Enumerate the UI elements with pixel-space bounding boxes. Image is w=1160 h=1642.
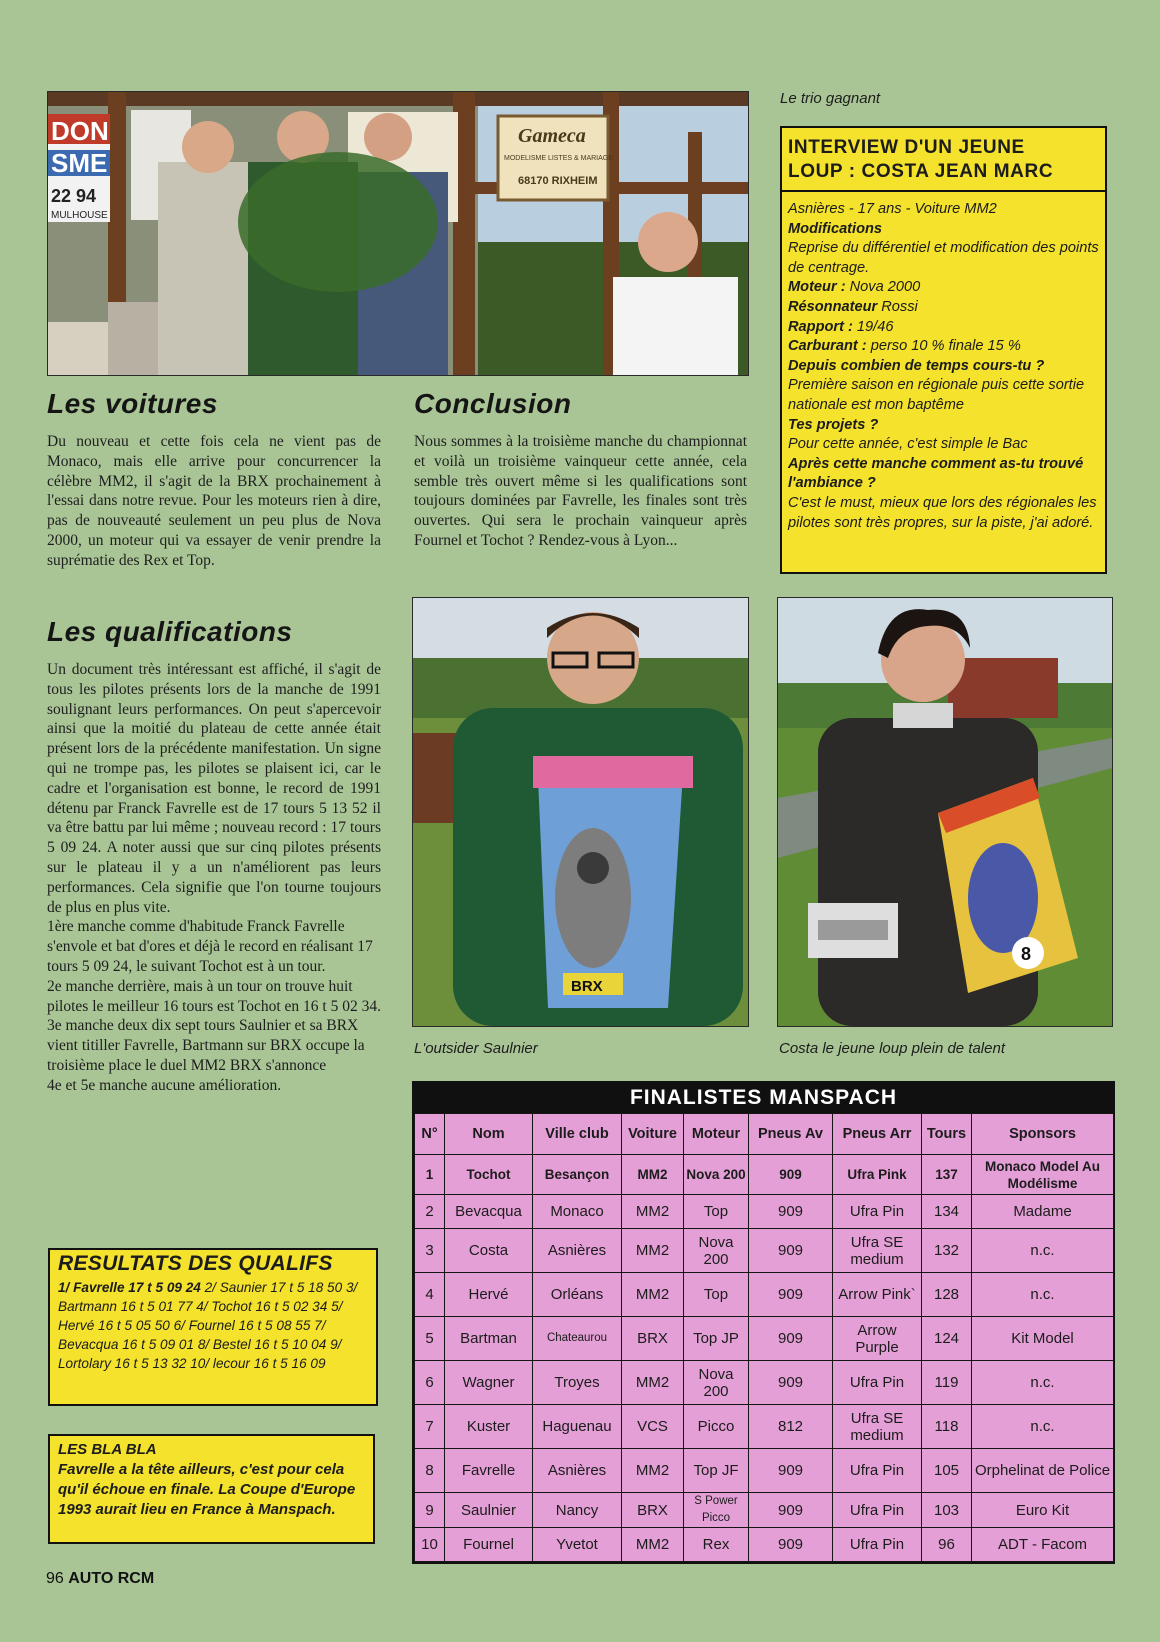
table-cell: 2 xyxy=(415,1195,445,1229)
table-cell: 909 xyxy=(749,1493,833,1528)
sign-left-line2: SME xyxy=(51,148,108,178)
table-cell: 909 xyxy=(749,1273,833,1317)
table-cell: 909 xyxy=(749,1229,833,1273)
interview-a-resonnateur: Rossi xyxy=(877,298,918,315)
table-cell: Asnières xyxy=(533,1449,622,1493)
qualifications-paragraph: 2e manche derrière, mais à un tour on trouve huit pilotes le meilleur 16 tours est Tochot en 16 t 5 02 34. xyxy=(47,977,381,1015)
table-cell: Asnières xyxy=(533,1229,622,1273)
qualifications-paragraph: 4e et 5e manche aucune amélioration. xyxy=(47,1076,282,1094)
table-cell: MM2 xyxy=(622,1273,684,1317)
saulnier-caption: L'outsider Saulnier xyxy=(414,1040,538,1057)
finalists-header-row xyxy=(415,1114,1114,1155)
table-cell: n.c. xyxy=(972,1273,1114,1317)
table-cell: 1 xyxy=(415,1155,445,1195)
voitures-heading: Les voitures xyxy=(47,388,218,419)
table-cell: 119 xyxy=(922,1361,972,1405)
conclusion-heading: Conclusion xyxy=(414,388,572,419)
interview-a-projets: Pour cette année, c'est simple le Bac xyxy=(788,436,1028,453)
table-cell: Madame xyxy=(972,1195,1114,1229)
qualifications-paragraph: 3e manche deux dix sept tours Saulnier et sa BRX vient titiller Favrelle, Bartmann sur BRX occupe la troisième place le duel MM2 BRX s'annonce xyxy=(47,1017,365,1074)
trio-photo xyxy=(47,91,749,376)
bla-bla-text: Favrelle a la tête ailleurs, c'est pour cela qu'il échoue en finale. La Coupe d'Europe 1993 aurait lieu en France à Manspach. xyxy=(58,1461,356,1518)
bla-bla-box xyxy=(48,1434,375,1544)
saulnier-photo xyxy=(412,597,749,1027)
table-cell: 8 xyxy=(415,1449,445,1493)
interview-a-carburant: perso 10 % finale 15 % xyxy=(866,338,1021,355)
interview-q-depuis: Depuis combien de temps cours-tu ? xyxy=(788,357,1045,374)
table-cell: Favrelle xyxy=(445,1449,533,1493)
finalists-table xyxy=(412,1081,1115,1564)
resultats-qualifs-first: 1/ Favrelle 17 t 5 09 24 xyxy=(58,1280,201,1295)
page-number: 96 xyxy=(46,1570,64,1587)
table-cell: MM2 xyxy=(622,1155,684,1195)
table-cell: 137 xyxy=(922,1155,972,1195)
bla-bla-title: LES BLA BLA xyxy=(58,1441,157,1458)
table-row xyxy=(415,1195,1114,1229)
table-cell: MM2 xyxy=(622,1449,684,1493)
interview-a-modifications: Reprise du différentiel et modification des points de centrage. xyxy=(788,240,1099,276)
table-cell: Nancy xyxy=(533,1493,622,1528)
table-cell: 134 xyxy=(922,1195,972,1229)
table-cell: MM2 xyxy=(622,1229,684,1273)
table-cell: VCS xyxy=(622,1405,684,1449)
table-cell: Haguenau xyxy=(533,1405,622,1449)
column-header: Ville club xyxy=(533,1114,622,1155)
table-cell: Orphelinat de Police xyxy=(972,1449,1114,1493)
table-cell: Costa xyxy=(445,1229,533,1273)
column-header: Tours xyxy=(922,1114,972,1155)
table-cell: 909 xyxy=(749,1449,833,1493)
interview-a-ambiance: C'est le must, mieux que lors des régionales les pilotes sont très propres, sur la piste, j'ai adoré. xyxy=(788,494,1097,531)
table-row xyxy=(415,1405,1114,1449)
interview-q-resonnateur: Résonnateur xyxy=(788,298,878,315)
table-cell: Ufra Pin xyxy=(833,1528,922,1562)
qualifications-heading: Les qualifications xyxy=(47,616,293,647)
table-cell: MM2 xyxy=(622,1195,684,1229)
table-cell: Yvetot xyxy=(533,1528,622,1562)
table-cell: n.c. xyxy=(972,1405,1114,1449)
sign-left-line1: DON xyxy=(51,116,109,146)
table-cell: Ufra Pin xyxy=(833,1449,922,1493)
table-row xyxy=(415,1493,1114,1528)
interview-q-modifications: Modifications xyxy=(788,220,883,237)
table-cell: Kuster xyxy=(445,1405,533,1449)
table-cell: Ufra Pin xyxy=(833,1195,922,1229)
table-cell: Kit Model xyxy=(972,1317,1114,1361)
table-cell: Rex xyxy=(684,1528,749,1562)
banner-subtitle: MODELISME LISTES & MARIAGE xyxy=(504,155,613,162)
table-row xyxy=(415,1449,1114,1493)
column-header: N° xyxy=(415,1114,445,1155)
interview-q-moteur: Moteur : xyxy=(788,279,846,296)
conclusion-text: Nous sommes à la troisième manche du championnat et voilà un troisième vainqueur cette année, cela semble très ouvert même si les qualifications sont toujours dominées par Favrelle, les finales sont très ouvertes. Qui sera le prochain vainqueur après Fournel et Tochot ? Rendez-vous à Lyon... xyxy=(414,433,747,549)
interview-q-carburant: Carburant : xyxy=(788,338,867,355)
table-cell: Saulnier xyxy=(445,1493,533,1528)
table-row xyxy=(415,1361,1114,1405)
table-cell: Euro Kit xyxy=(972,1493,1114,1528)
table-row xyxy=(415,1317,1114,1361)
table-cell: 96 xyxy=(922,1528,972,1562)
column-header: Pneus Av xyxy=(749,1114,833,1155)
table-cell: 812 xyxy=(749,1405,833,1449)
table-row xyxy=(415,1528,1114,1562)
table-cell: Picco xyxy=(684,1405,749,1449)
saulnier-car-brand: BRX xyxy=(571,978,603,995)
table-cell: Top JP xyxy=(684,1317,749,1361)
sign-left-line3: 22 94 xyxy=(51,186,97,206)
table-cell: Wagner xyxy=(445,1361,533,1405)
table-cell: 105 xyxy=(922,1449,972,1493)
table-cell: 4 xyxy=(415,1273,445,1317)
table-cell: Ufra SE medium xyxy=(833,1405,922,1449)
table-cell: S Power Picco xyxy=(684,1493,749,1528)
costa-caption: Costa le jeune loup plein de talent xyxy=(779,1040,1005,1057)
qualifications-paragraph: Un document très intéressant est affiché, il s'agit de tous les pilotes présents lors de la manche de 1991 soulignant leurs performances. On peut s'apercevoir ainsi que la moitié du plateau de cette année était présent lors de la précédente manifestation. Un signe qui ne trompe pas, les pilotes se plaisent ici, car le cadre et l'organisation est bonne, le record de 1991 détenu par Franck Favrelle est de 17 tours 5 13 52 il va être battu par lui même ; nouveau record : 17 tours 5 09 24. A noter aussi que sur cinq pilotes présents sur le plateau il y a un n'améliorent pas leurs performances. Cela signifie que l'on tourne toujours de plus en plus vite. xyxy=(47,661,381,916)
interview-title-line2: LOUP : COSTA JEAN MARC xyxy=(788,161,1054,182)
table-cell: Top JF xyxy=(684,1449,749,1493)
costa-car-plate: 8 xyxy=(1021,944,1032,964)
resultats-qualifs-text xyxy=(50,1276,376,1373)
interview-a-rapport: 19/46 xyxy=(852,318,894,335)
table-cell: BRX xyxy=(622,1317,684,1361)
qualifications-text xyxy=(47,660,381,1096)
table-row xyxy=(415,1273,1114,1317)
banner-town: 68170 RIXHEIM xyxy=(518,175,598,187)
table-cell: 909 xyxy=(749,1361,833,1405)
column-header: Nom xyxy=(445,1114,533,1155)
table-cell: Besançon xyxy=(533,1155,622,1195)
table-cell: Top xyxy=(684,1195,749,1229)
table-cell: n.c. xyxy=(972,1229,1114,1273)
table-cell: Tochot xyxy=(445,1155,533,1195)
interview-q-projets: Tes projets ? xyxy=(788,416,879,433)
table-cell: Chateaurou xyxy=(533,1317,622,1361)
interview-intro: Asnières - 17 ans - Voiture MM2 xyxy=(788,201,997,217)
table-cell: Ufra SE medium xyxy=(833,1229,922,1273)
table-cell: Nova 200 xyxy=(684,1155,749,1195)
resultats-qualifs-box xyxy=(48,1248,378,1406)
column-header: Moteur xyxy=(684,1114,749,1155)
table-cell: 118 xyxy=(922,1405,972,1449)
sign-left-line4: MULHOUSE xyxy=(51,210,108,221)
column-header: Sponsors xyxy=(972,1114,1114,1155)
trio-caption: Le trio gagnant xyxy=(780,90,881,107)
table-cell: 103 xyxy=(922,1493,972,1528)
table-cell: Troyes xyxy=(533,1361,622,1405)
interview-box xyxy=(780,126,1107,574)
table-cell: n.c. xyxy=(972,1361,1114,1405)
interview-a-depuis: Première saison en régionale puis cette sortie nationale est mon baptême xyxy=(788,377,1085,413)
costa-photo xyxy=(777,597,1113,1027)
resultats-qualifs-rest: 2/ Saunier 17 t 5 18 50 3/ Bartmann 16 t 5 01 77 4/ Tochot 16 t 5 02 34 5/ Hervé 16 t 5 05 50 6/ Fournel 16 t 5 08 55 7/ Bevacqua 16 t 5 09 01 8/ Bestel 16 t 5 10 04 9/ Lortolary 16 t 5 13 32 10/ lecour 16 t 5 16 09 xyxy=(58,1280,358,1371)
table-cell: Monaco xyxy=(533,1195,622,1229)
finalists-title: FINALISTES MANSPACH xyxy=(414,1083,1113,1113)
table-cell: BRX xyxy=(622,1493,684,1528)
table-cell: 5 xyxy=(415,1317,445,1361)
table-cell: Bartman xyxy=(445,1317,533,1361)
table-cell: 909 xyxy=(749,1317,833,1361)
table-cell: 3 xyxy=(415,1229,445,1273)
banner-title: Gameca xyxy=(518,125,586,147)
table-cell: Arrow Pink` xyxy=(833,1273,922,1317)
page-footer xyxy=(46,1570,154,1588)
table-cell: 132 xyxy=(922,1229,972,1273)
interview-q-rapport: Rapport : xyxy=(788,318,853,335)
interview-q-ambiance: Après cette manche comment as-tu trouvé l'ambiance ? xyxy=(788,455,1084,492)
table-cell: Top xyxy=(684,1273,749,1317)
table-cell: Hervé xyxy=(445,1273,533,1317)
table-cell: 10 xyxy=(415,1528,445,1562)
qualifications-paragraph: 1ère manche comme d'habitude Franck Favrelle s'envole et bat d'ores et déjà le record en réalisant 17 tours 5 09 24, le suivant Tochot est à un tour. xyxy=(47,918,373,975)
table-cell: 909 xyxy=(749,1195,833,1229)
table-cell: Arrow Purple xyxy=(833,1317,922,1361)
interview-a-moteur: Nova 2000 xyxy=(845,279,921,296)
table-cell: Nova 200 xyxy=(684,1361,749,1405)
interview-title-line1: INTERVIEW D'UN JEUNE xyxy=(788,137,1025,158)
table-cell: 124 xyxy=(922,1317,972,1361)
table-cell: 9 xyxy=(415,1493,445,1528)
table-cell: Bevacqua xyxy=(445,1195,533,1229)
table-cell: Ufra Pin xyxy=(833,1493,922,1528)
table-cell: ADT - Facom xyxy=(972,1528,1114,1562)
table-cell: 909 xyxy=(749,1155,833,1195)
table-cell: Ufra Pin xyxy=(833,1361,922,1405)
magazine-name: AUTO RCM xyxy=(68,1570,155,1587)
table-cell: MM2 xyxy=(622,1361,684,1405)
table-cell: 6 xyxy=(415,1361,445,1405)
voitures-text: Du nouveau et cette fois cela ne vient pas de Monaco, mais elle arrive pour concurrencer la célèbre MM2, il s'agit de la BRX prochainement à l'essai dans notre revue. Pour les moteurs rien à dire, pas de nouveauté seulement un peu plus de Nova 2000, un moteur qui va essayer de venir prendre la suprématie des Rex et Top. xyxy=(47,433,381,569)
column-header: Voiture xyxy=(622,1114,684,1155)
table-cell: MM2 xyxy=(622,1528,684,1562)
table-cell: Ufra Pink xyxy=(833,1155,922,1195)
table-cell: Fournel xyxy=(445,1528,533,1562)
resultats-qualifs-title: RESULTATS DES QUALIFS xyxy=(58,1252,333,1275)
table-cell: 7 xyxy=(415,1405,445,1449)
column-header: Pneus Arr xyxy=(833,1114,922,1155)
table-row xyxy=(415,1155,1114,1195)
table-cell: 128 xyxy=(922,1273,972,1317)
table-cell: Orléans xyxy=(533,1273,622,1317)
table-cell: Monaco Model Au Modélisme xyxy=(972,1155,1114,1195)
table-row xyxy=(415,1229,1114,1273)
table-cell: 909 xyxy=(749,1528,833,1562)
table-cell: Nova 200 xyxy=(684,1229,749,1273)
